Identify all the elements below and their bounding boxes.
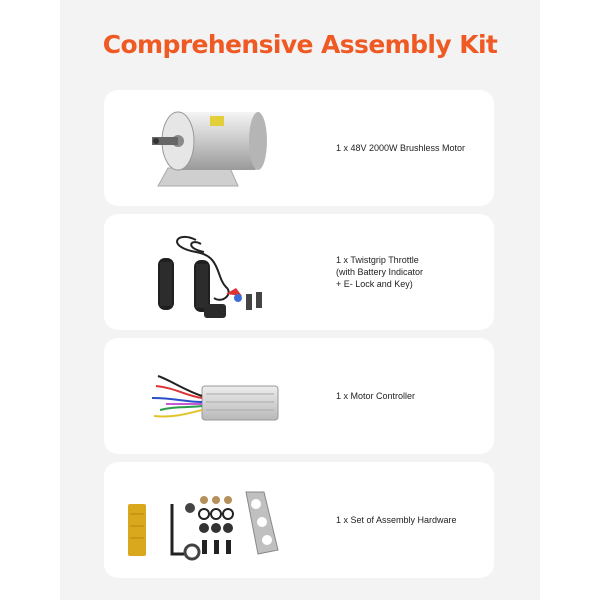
brushless-motor-image [126,98,286,198]
kit-item-label-hardware: 1 x Set of Assembly Hardware [336,515,457,525]
kit-item-label-controller: 1 x Motor Controller [336,391,416,401]
assembly-hardware-image [126,470,286,570]
kit-item-card-hardware [104,462,494,578]
kit-item-card-throttle [104,214,494,330]
kit-item-label-motor: 1 x 48V 2000W Brushless Motor [336,143,466,153]
twistgrip-throttle-image [126,222,286,322]
kit-item-card-motor [104,90,494,206]
page-title: Comprehensive Assembly Kit [102,30,498,59]
motor-controller-image [126,346,286,446]
kit-item-card-controller [104,338,494,454]
kit-item-label-throttle: 1 x Twistgrip Throttle (with Battery Indicator + E- Lock and Key) [336,255,424,289]
